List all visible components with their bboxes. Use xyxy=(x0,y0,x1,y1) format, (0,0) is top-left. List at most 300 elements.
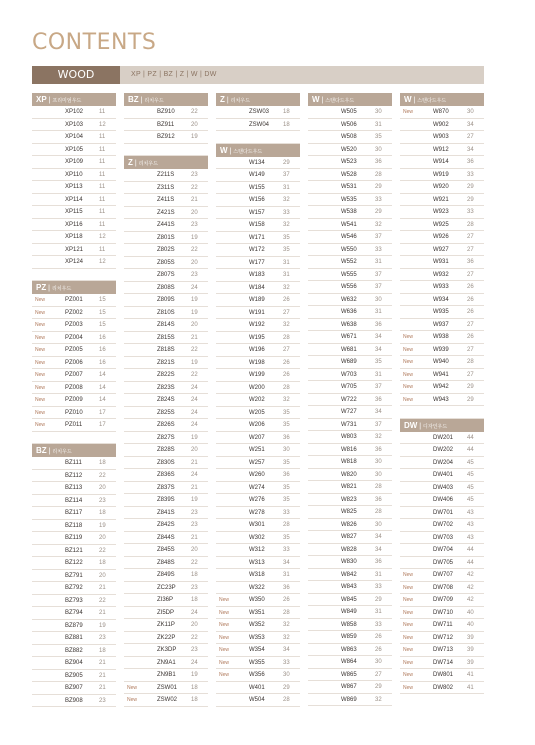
list-item xyxy=(216,344,300,357)
new-badge: New xyxy=(35,309,46,316)
list-item xyxy=(124,419,208,432)
item-code: Z827S xyxy=(157,434,175,441)
list-item xyxy=(308,569,392,582)
item-code: W845 xyxy=(341,596,357,603)
list-item xyxy=(124,119,208,132)
item-code: Z837S xyxy=(157,484,175,491)
item-code: W638 xyxy=(341,321,357,328)
item-page: 15 xyxy=(99,309,106,316)
list-item xyxy=(216,369,300,382)
item-page: 35 xyxy=(283,497,290,503)
list-item xyxy=(216,319,300,332)
item-code: XP104 xyxy=(65,134,84,140)
item-page: 33 xyxy=(283,659,290,666)
list-item xyxy=(216,657,300,670)
list-item xyxy=(32,595,116,608)
list-item xyxy=(400,294,484,307)
item-page: 17 xyxy=(99,409,106,416)
item-page: 23 xyxy=(99,635,106,641)
item-code: BZ111 xyxy=(65,460,82,466)
list-item xyxy=(32,231,116,244)
item-page: 11 xyxy=(99,196,106,203)
item-page: 22 xyxy=(99,547,106,554)
item-code: W134 xyxy=(249,159,265,166)
section-separator: | xyxy=(46,285,52,292)
list-item xyxy=(400,657,484,670)
item-code: W933 xyxy=(433,284,449,290)
list-item xyxy=(32,131,116,144)
item-page: 27 xyxy=(467,134,474,140)
item-code: ZSW02 xyxy=(157,697,178,703)
list-item xyxy=(308,394,392,407)
item-page: 33 xyxy=(283,509,290,516)
item-code: DW707 xyxy=(433,572,454,578)
new-badge: New xyxy=(35,409,46,416)
item-page: 22 xyxy=(191,109,198,115)
item-page: 23 xyxy=(99,697,106,704)
list-item xyxy=(32,194,116,207)
item-code: W903 xyxy=(433,134,449,140)
item-code: Z807S xyxy=(157,272,175,278)
list-item xyxy=(216,582,300,595)
list-item xyxy=(400,644,484,657)
section-separator: | xyxy=(224,97,231,104)
item-page: 33 xyxy=(375,621,382,628)
list-item xyxy=(124,282,208,295)
item-code: DW204 xyxy=(433,459,454,466)
item-page: 26 xyxy=(283,359,290,366)
item-code: Z421S xyxy=(157,209,175,216)
item-code: W825 xyxy=(341,509,357,515)
item-page: 27 xyxy=(467,346,474,353)
section-separator: | xyxy=(138,97,145,104)
new-badge: New xyxy=(403,584,414,591)
list-item xyxy=(32,495,116,508)
item-code: W195 xyxy=(249,334,265,341)
item-code: W923 xyxy=(433,209,449,215)
list-item xyxy=(124,257,208,270)
item-page: 34 xyxy=(283,559,290,566)
item-page: 27 xyxy=(375,671,382,678)
item-page: 31 xyxy=(375,609,382,615)
item-code: W189 xyxy=(249,297,265,303)
item-code: W202 xyxy=(249,397,265,403)
list-item xyxy=(400,369,484,382)
item-page: 23 xyxy=(191,509,198,516)
list-item xyxy=(216,432,300,445)
item-code: W184 xyxy=(249,284,265,291)
item-page: 33 xyxy=(283,547,290,553)
item-code: W183 xyxy=(249,272,265,278)
list-item xyxy=(308,369,392,382)
item-page: 28 xyxy=(375,509,382,515)
section-code: Z xyxy=(128,158,133,167)
list-item xyxy=(32,532,116,545)
item-code: DW802 xyxy=(433,684,454,691)
item-code: Z828S xyxy=(157,447,175,453)
list-item xyxy=(400,457,484,470)
list-item xyxy=(308,156,392,169)
item-page: 36 xyxy=(467,159,474,165)
item-code: W196 xyxy=(249,347,265,353)
item-page: 34 xyxy=(375,409,382,415)
list-item xyxy=(124,194,208,207)
item-page: 29 xyxy=(375,596,382,603)
list-item xyxy=(32,482,116,495)
item-code: Z808S xyxy=(157,284,175,291)
item-page: 19 xyxy=(191,297,198,303)
item-code: PZ007 xyxy=(65,372,83,378)
list-item xyxy=(216,532,300,545)
section-subtitle: 리치우드 xyxy=(144,98,164,104)
item-code: W865 xyxy=(341,671,357,678)
item-page: 14 xyxy=(99,397,106,403)
list-item xyxy=(308,131,392,144)
list-item xyxy=(32,695,116,708)
new-badge: New xyxy=(219,622,230,628)
item-code: W312 xyxy=(249,547,265,553)
item-code: W192 xyxy=(249,322,265,328)
item-code: ZN9A1 xyxy=(157,659,176,666)
item-page: 45 xyxy=(467,497,474,503)
item-code: W322 xyxy=(249,584,265,591)
list-item xyxy=(308,656,392,669)
list-item xyxy=(32,507,116,520)
list-item xyxy=(124,294,208,307)
item-code: W541 xyxy=(341,221,357,228)
item-code: W941 xyxy=(433,371,449,378)
list-item xyxy=(400,344,484,357)
list-item xyxy=(32,407,116,420)
item-code: PZ006 xyxy=(65,359,83,366)
item-page: 33 xyxy=(467,209,474,215)
item-code: BZ112 xyxy=(65,472,83,479)
list-item xyxy=(124,657,208,670)
item-page: 27 xyxy=(467,321,474,328)
item-page: 29 xyxy=(467,396,474,403)
list-item xyxy=(308,531,392,544)
section-code: DW xyxy=(404,420,418,430)
item-code: W528 xyxy=(341,171,357,178)
item-page: 20 xyxy=(99,572,106,579)
list-item xyxy=(308,631,392,644)
item-page: 39 xyxy=(467,647,474,653)
list-item xyxy=(308,581,392,594)
item-page: 35 xyxy=(283,247,290,253)
section-header xyxy=(308,93,392,106)
item-code: XP113 xyxy=(65,184,83,190)
new-badge: New xyxy=(403,109,414,115)
new-badge: New xyxy=(403,622,414,628)
section-header xyxy=(32,93,116,106)
list-item xyxy=(124,494,208,507)
item-code: XP102 xyxy=(65,109,84,115)
item-code: Z411S xyxy=(157,197,175,203)
item-page: 31 xyxy=(283,572,290,578)
item-code: W830 xyxy=(341,559,357,565)
list-item xyxy=(32,382,116,395)
item-code: BZ881 xyxy=(65,635,83,641)
list-item xyxy=(216,644,300,657)
list-item xyxy=(400,281,484,294)
item-code: XP103 xyxy=(65,121,84,128)
item-code: BZ791 xyxy=(65,572,83,579)
list-item xyxy=(400,194,484,207)
list-item xyxy=(400,682,484,695)
item-page: 26 xyxy=(283,372,290,378)
list-item xyxy=(308,556,392,569)
item-code: W925 xyxy=(433,221,449,228)
list-item xyxy=(124,232,208,245)
new-badge: New xyxy=(403,672,414,678)
item-page: 32 xyxy=(375,434,382,440)
item-code: Z842S xyxy=(157,522,175,528)
item-page: 28 xyxy=(467,221,474,228)
item-code: W149 xyxy=(249,172,265,178)
contents-column xyxy=(124,93,208,707)
item-page: 36 xyxy=(375,396,382,403)
item-page: 37 xyxy=(375,271,382,278)
item-code: W919 xyxy=(433,171,449,178)
item-page: 32 xyxy=(283,222,290,228)
list-item xyxy=(32,607,116,620)
item-page: 20 xyxy=(99,535,106,541)
list-item xyxy=(32,432,116,445)
list-item xyxy=(308,594,392,607)
list-item xyxy=(32,106,116,119)
item-code: W354 xyxy=(249,647,265,653)
item-code: W920 xyxy=(433,184,449,190)
list-item xyxy=(216,269,300,282)
item-page: 33 xyxy=(375,196,382,203)
list-item xyxy=(124,106,208,119)
new-badge: New xyxy=(403,384,414,390)
list-item xyxy=(124,394,208,407)
item-code: W158 xyxy=(249,222,265,228)
item-code: W505 xyxy=(341,109,357,115)
list-item xyxy=(32,545,116,558)
list-item xyxy=(32,657,116,670)
item-page: 35 xyxy=(375,134,382,140)
item-page: 35 xyxy=(283,459,290,466)
item-code: XP105 xyxy=(65,146,84,153)
section-code: XP xyxy=(36,95,47,104)
item-page: 34 xyxy=(375,546,382,553)
list-item xyxy=(216,131,300,144)
item-code: W681 xyxy=(341,346,357,353)
item-code: W200 xyxy=(249,384,265,391)
item-code: W823 xyxy=(341,496,357,503)
list-item xyxy=(308,356,392,369)
list-item xyxy=(216,357,300,370)
item-page: 31 xyxy=(375,121,382,128)
list-item xyxy=(400,256,484,269)
item-page: 34 xyxy=(467,121,474,128)
item-code: BZ114 xyxy=(65,497,83,504)
item-page: 29 xyxy=(467,196,474,203)
list-item xyxy=(308,419,392,432)
list-item xyxy=(124,244,208,257)
item-code: DW710 xyxy=(433,609,454,616)
item-page: 22 xyxy=(191,347,198,353)
list-item xyxy=(216,294,300,307)
item-code: W803 xyxy=(341,434,357,440)
section-separator: | xyxy=(319,97,326,104)
item-code: Z822S xyxy=(157,372,175,378)
item-code: W636 xyxy=(341,309,357,315)
item-code: Z849S xyxy=(157,572,175,578)
item-code: Z821S xyxy=(157,359,175,366)
item-code: DW403 xyxy=(433,484,454,491)
item-code: BZ907 xyxy=(65,685,83,691)
list-item xyxy=(216,169,300,182)
item-page: 14 xyxy=(99,384,106,391)
item-code: W350 xyxy=(249,597,265,603)
new-badge: New xyxy=(403,597,414,603)
section-subtitle: 스탠다드우드 xyxy=(233,148,263,155)
list-item xyxy=(308,281,392,294)
list-item xyxy=(32,156,116,169)
list-item xyxy=(32,319,116,332)
list-item xyxy=(32,557,116,570)
item-code: PZ010 xyxy=(65,409,83,416)
list-item xyxy=(216,632,300,645)
item-page: 18 xyxy=(283,109,290,115)
item-code: W535 xyxy=(341,196,357,203)
item-page: 41 xyxy=(467,672,474,678)
list-item xyxy=(124,669,208,682)
section-separator: | xyxy=(46,448,53,455)
item-code: Z805S xyxy=(157,259,175,266)
item-code: W523 xyxy=(341,159,357,165)
list-item xyxy=(124,182,208,195)
item-code: DW705 xyxy=(433,559,454,566)
new-badge: New xyxy=(403,609,414,616)
item-page: 24 xyxy=(191,609,198,616)
section-subtitle: 스탠다드우드 xyxy=(325,98,355,104)
list-item xyxy=(216,494,300,507)
item-code: BZ113 xyxy=(65,485,83,491)
item-code: BZ911 xyxy=(157,121,175,128)
list-item xyxy=(124,557,208,570)
item-page: 44 xyxy=(467,559,474,566)
section-separator: | xyxy=(411,97,418,104)
item-page: 31 xyxy=(375,259,382,265)
item-page: 33 xyxy=(467,171,474,178)
item-page: 21 xyxy=(99,585,106,591)
item-code: Z809S xyxy=(157,297,175,303)
item-code: DW703 xyxy=(433,534,454,541)
item-code: ZSW03 xyxy=(249,109,270,115)
item-page: 20 xyxy=(191,121,198,128)
item-code: W858 xyxy=(341,621,357,628)
list-item xyxy=(308,669,392,682)
item-page: 36 xyxy=(375,321,382,328)
item-page: 43 xyxy=(467,509,474,516)
item-page: 32 xyxy=(283,397,290,403)
item-page: 34 xyxy=(375,334,382,340)
section-header xyxy=(216,144,300,157)
item-page: 26 xyxy=(467,309,474,315)
item-page: 18 xyxy=(99,560,106,566)
item-code: Z802S xyxy=(157,247,175,253)
list-item xyxy=(124,344,208,357)
item-code: PZ008 xyxy=(65,384,83,391)
section-header xyxy=(400,93,484,106)
list-item xyxy=(216,469,300,482)
section-header xyxy=(124,93,208,106)
list-item xyxy=(32,307,116,320)
item-page: 20 xyxy=(191,209,198,216)
item-page: 12 xyxy=(99,234,106,240)
item-page: 28 xyxy=(375,171,382,178)
item-page: 16 xyxy=(99,334,106,341)
item-code: W552 xyxy=(341,259,357,265)
item-code: W931 xyxy=(433,259,449,265)
list-item xyxy=(308,519,392,532)
item-code: W912 xyxy=(433,146,449,153)
list-item xyxy=(32,244,116,257)
item-page: 19 xyxy=(191,497,198,503)
list-item xyxy=(124,307,208,320)
item-page: 19 xyxy=(191,234,198,241)
section-header xyxy=(32,281,116,294)
item-code: DW713 xyxy=(433,647,454,653)
item-code: BZ118 xyxy=(65,522,83,529)
item-code: W555 xyxy=(341,271,357,278)
item-page: 20 xyxy=(191,322,198,328)
list-item xyxy=(308,231,392,244)
item-code: BZ905 xyxy=(65,672,83,679)
item-page: 26 xyxy=(375,646,382,653)
item-code: W921 xyxy=(433,196,449,203)
item-page: 35 xyxy=(283,484,290,491)
list-item xyxy=(400,231,484,244)
list-item xyxy=(124,507,208,520)
section-subtitle: 리치우드 xyxy=(138,161,158,167)
item-page: 30 xyxy=(375,109,382,115)
new-badge: New xyxy=(219,647,230,653)
item-code: W172 xyxy=(249,247,265,253)
item-code: Z815S xyxy=(157,334,175,341)
new-badge: New xyxy=(219,609,230,616)
item-code: W157 xyxy=(249,209,265,216)
item-code: W727 xyxy=(341,409,357,415)
contents-column xyxy=(32,93,116,707)
item-code: PZ001 xyxy=(65,297,83,303)
item-page: 18 xyxy=(191,684,198,691)
item-code: W506 xyxy=(341,121,357,128)
item-code: XP115 xyxy=(65,209,83,215)
list-item xyxy=(400,669,484,682)
item-code: ZK3DP xyxy=(157,647,177,653)
item-code: W827 xyxy=(341,534,357,540)
item-page: 30 xyxy=(375,146,382,153)
item-code: ZSW04 xyxy=(249,121,270,128)
list-item xyxy=(400,544,484,557)
list-item xyxy=(308,456,392,469)
item-page: 33 xyxy=(375,246,382,253)
list-item xyxy=(308,206,392,219)
item-code: BZ910 xyxy=(157,109,175,115)
list-item xyxy=(216,257,300,270)
item-code: Z801S xyxy=(157,234,175,241)
list-item xyxy=(32,520,116,533)
item-page: 24 xyxy=(191,409,198,416)
item-page: 29 xyxy=(467,184,474,190)
list-item xyxy=(216,519,300,532)
list-item xyxy=(124,644,208,657)
